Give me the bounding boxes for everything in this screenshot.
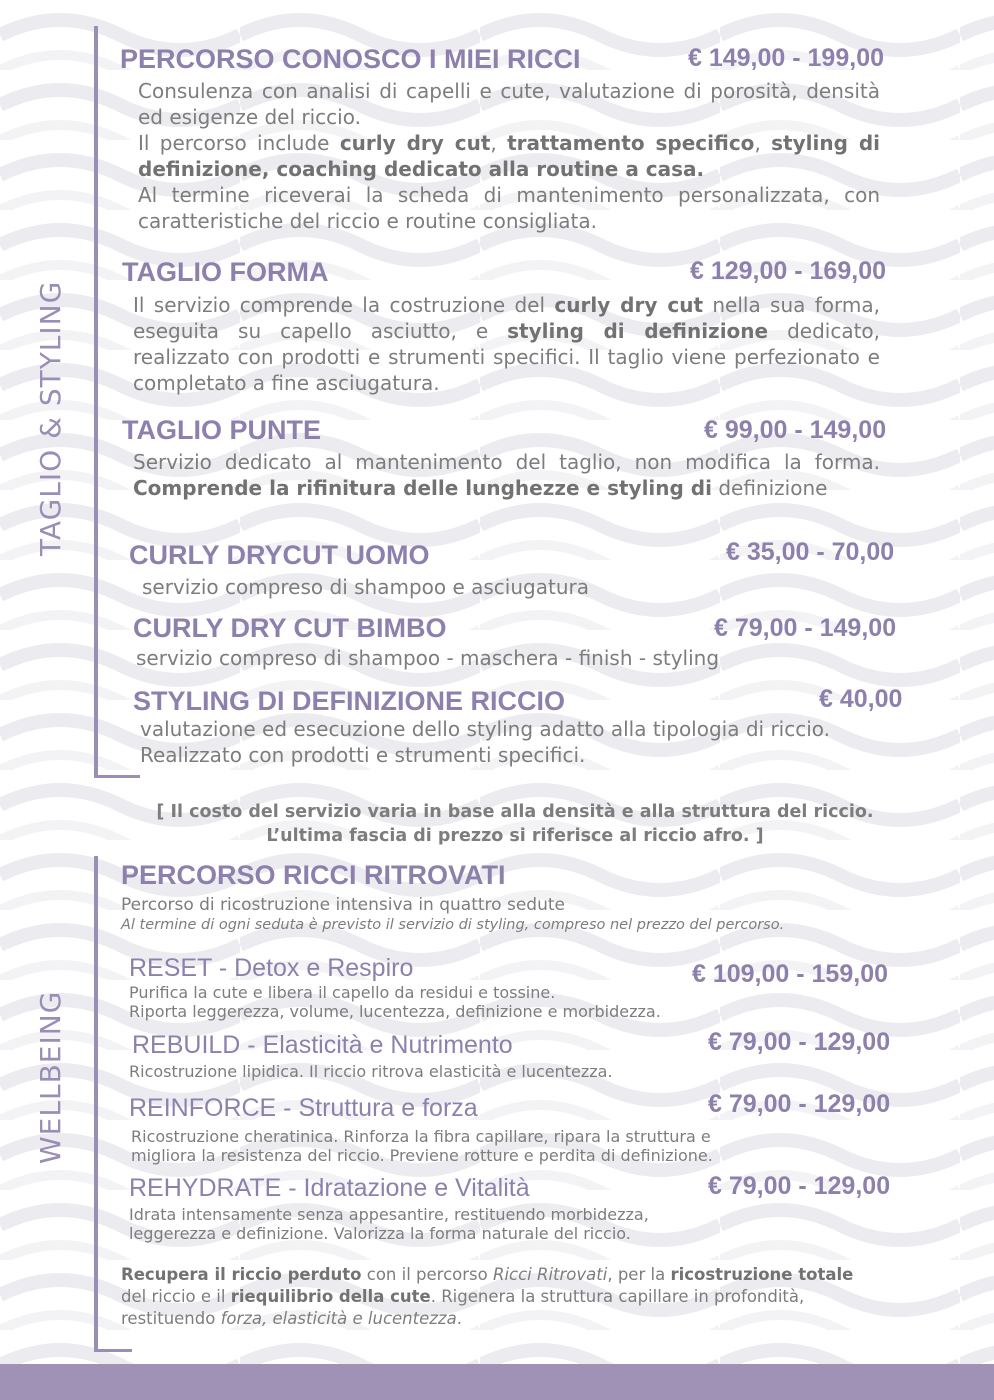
pricing-note: [100, 800, 930, 848]
treatment-title: REBUILD - Elasticità e Nutrimento: [132, 1031, 513, 1059]
item-price: € 79,00 - 149,00: [714, 614, 897, 642]
desc-paragraph: Al termine riceverai la scheda di mantenimento personalizzata, con caratteristiche del riccio e routine consigliata.: [138, 183, 880, 233]
item-price: € 99,00 - 149,00: [704, 416, 887, 444]
desc-paragraph: Consulenza con analisi di capelli e cute, valutazione di porosità, densità ed esigenze del riccio.: [138, 79, 880, 129]
item-price: € 40,00: [819, 685, 903, 713]
pricing-note-line: L’ultima fascia di prezzo si riferisce al riccio afro. ]: [266, 826, 764, 846]
item-price: € 149,00 - 199,00: [688, 44, 884, 72]
item-description: [138, 78, 880, 234]
treatment-price: € 109,00 - 159,00: [692, 960, 888, 988]
desc-line: Idrata intensamente senza appesantire, restituendo morbidezza,: [129, 1205, 649, 1224]
desc-paragraph: Il percorso include curly dry cut, trattamento specifico, styling di definizione, coaching dedicato alla routine a casa.: [138, 131, 880, 181]
item-title: TAGLIO PUNTE: [122, 415, 321, 445]
package-intro-note: Al termine di ogni seduta è previsto il servizio di styling, compreso nel prezzo del percorso.: [121, 917, 785, 933]
item-description: servizio compreso di shampoo e asciugatura: [142, 575, 589, 599]
desc-line: Riporta leggerezza, volume, lucentezza, definizione e morbidezza.: [129, 1002, 661, 1021]
treatment-price: € 79,00 - 129,00: [708, 1172, 891, 1200]
item-description: servizio compreso di shampoo - maschera - finish - styling: [136, 646, 720, 670]
treatment-title: RESET - Detox e Respiro: [129, 954, 414, 982]
section-bracket-foot: [94, 1349, 132, 1352]
pricing-note-line: [ Il costo del servizio varia in base alla densità e alla struttura del riccio.: [156, 802, 874, 822]
item-title: CURLY DRYCUT UOMO: [129, 540, 430, 570]
package-title: PERCORSO RICCI RITROVATI: [121, 860, 506, 890]
treatment-price: € 79,00 - 129,00: [708, 1090, 891, 1118]
item-title: TAGLIO FORMA: [122, 257, 329, 287]
treatment-description: [129, 1062, 613, 1081]
desc-line: Purifica la cute e libera il capello da residui e tossine.: [129, 983, 556, 1002]
item-price: € 35,00 - 70,00: [726, 538, 895, 566]
item-title: CURLY DRY CUT BIMBO: [133, 613, 447, 643]
side-label-taglio-styling: TAGLIO & STYLING: [34, 280, 67, 556]
desc-line: migliora la resistenza del riccio. Previene rotture e perdita di definizione.: [131, 1146, 713, 1165]
item-title: PERCORSO CONOSCO I MIEI RICCI: [120, 44, 581, 74]
desc-line: Ricostruzione lipidica. Il riccio ritrova elasticità e lucentezza.: [129, 1062, 613, 1081]
item-description: valutazione ed esecuzione dello styling adatto alla tipologia di riccio. Realizzato con prodotti e strumenti specifici.: [140, 717, 831, 767]
item-title: STYLING DI DEFINIZIONE RICCIO: [133, 686, 566, 716]
treatment-description: [129, 1205, 649, 1243]
desc-line: leggerezza e definizione. Valorizza la forma naturale del riccio.: [129, 1224, 631, 1243]
treatment-title: REHYDRATE - Idratazione e Vitalità: [129, 1174, 530, 1202]
package-intro: Percorso di ricostruzione intensiva in quattro sedute: [121, 895, 565, 915]
treatment-price: € 79,00 - 129,00: [708, 1028, 891, 1056]
treatment-description: [129, 983, 661, 1021]
package-summary: Recupera il riccio perduto con il percorso Ricci Ritrovati, per la ricostruzione totale del riccio e il riequilibrio della cute. Rigenera la struttura capillare in profondità, restituendo forza, elasticità e lucentezza.: [121, 1265, 854, 1328]
side-label-wellbeing: WELLBEING: [34, 990, 67, 1164]
desc-line: Ricostruzione cheratinica. Rinforza la fibra capillare, ripara la struttura e: [131, 1127, 711, 1146]
section-bracket-vertical: [94, 856, 98, 1352]
section-bracket-vertical: [94, 26, 98, 778]
item-description: Il servizio comprende la costruzione del curly dry cut nella sua forma, eseguita su capello asciutto, e styling di definizione dedicato, realizzato con prodotti e strumenti specifici. Il taglio viene perfezionato e completato a fine asciugatura.: [133, 293, 881, 395]
item-price: € 129,00 - 169,00: [690, 257, 886, 285]
section-bracket-foot: [94, 775, 140, 778]
treatment-title: REINFORCE - Struttura e forza: [129, 1094, 478, 1122]
footer-bar: [0, 1364, 994, 1400]
item-description: Servizio dedicato al mantenimento del taglio, non modifica la forma. Comprende la rifinitura delle lunghezze e styling di definizione: [133, 450, 880, 500]
treatment-description: [131, 1127, 713, 1165]
